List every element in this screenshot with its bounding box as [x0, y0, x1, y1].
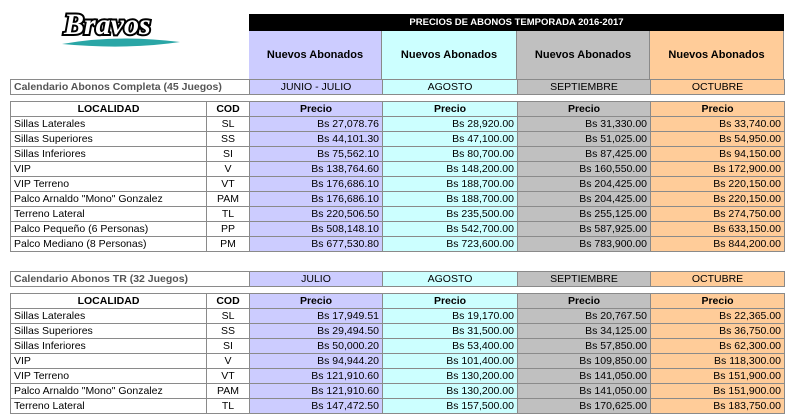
localidad-header: LOCALIDAD — [11, 102, 207, 117]
price-cell: Bs 121,910.60 — [250, 369, 383, 384]
cod-header: COD — [207, 294, 250, 309]
price-cell: Bs 141,050.00 — [518, 369, 651, 384]
table-row — [11, 117, 785, 132]
table-row — [11, 324, 785, 339]
localidad-cell: Sillas Superiores — [11, 324, 207, 339]
cod-cell: PP — [207, 222, 250, 237]
bravos-logo — [56, 4, 186, 52]
header-nuevos-abonados-1: Nuevos Abonados — [249, 31, 382, 79]
localidad-cell: Terreno Lateral — [11, 399, 207, 414]
localidad-cell: Terreno Lateral — [11, 207, 207, 222]
cod-cell: SL — [207, 117, 250, 132]
price-cell: Bs 723,600.00 — [383, 237, 518, 252]
section-1-rows — [11, 117, 785, 252]
price-cell: Bs 118,300.00 — [651, 354, 785, 369]
localidad-cell: Sillas Laterales — [11, 309, 207, 324]
month-cell: OCTUBRE — [651, 80, 785, 95]
price-cell: Bs 31,330.00 — [518, 117, 651, 132]
month-cell: SEPTIEMBRE — [518, 272, 651, 287]
price-cell: Bs 62,300.00 — [651, 339, 785, 354]
price-cell: Bs 172,900.00 — [651, 162, 785, 177]
cod-cell: SI — [207, 147, 250, 162]
localidad-cell: VIP Terreno — [11, 369, 207, 384]
localidad-cell: Palco Arnaldo "Mono" Gonzalez — [11, 192, 207, 207]
price-cell: Bs 677,530.80 — [250, 237, 383, 252]
localidad-cell: Sillas Superiores — [11, 132, 207, 147]
column-header-row — [11, 102, 785, 117]
table-row — [11, 339, 785, 354]
price-cell: Bs 176,686.10 — [250, 192, 383, 207]
localidad-cell: Sillas Inferiores — [11, 147, 207, 162]
price-cell: Bs 587,925.00 — [518, 222, 651, 237]
table-row — [11, 177, 785, 192]
price-cell: Bs 101,400.00 — [383, 354, 518, 369]
price-cell: Bs 176,686.10 — [250, 177, 383, 192]
price-cell: Bs 17,949.51 — [250, 309, 383, 324]
price-cell: Bs 44,101.30 — [250, 132, 383, 147]
table-row — [11, 192, 785, 207]
cod-header: COD — [207, 102, 250, 117]
price-cell: Bs 50,000.20 — [250, 339, 383, 354]
month-cell: JUNIO - JULIO — [250, 80, 383, 95]
price-cell: Bs 151,900.00 — [651, 369, 785, 384]
cod-cell: TL — [207, 399, 250, 414]
cod-cell: V — [207, 162, 250, 177]
price-cell: Bs 121,910.60 — [250, 384, 383, 399]
price-cell: Bs 157,500.00 — [383, 399, 518, 414]
month-cell: AGOSTO — [383, 272, 518, 287]
price-cell: Bs 204,425.00 — [518, 192, 651, 207]
section-2-table — [10, 271, 785, 414]
table-row — [11, 162, 785, 177]
table-row — [11, 354, 785, 369]
table-row — [11, 132, 785, 147]
table-row — [11, 309, 785, 324]
precio-header: Precio — [383, 102, 518, 117]
price-cell: Bs 57,850.00 — [518, 339, 651, 354]
price-cell: Bs 220,150.00 — [651, 177, 785, 192]
price-cell: Bs 542,700.00 — [383, 222, 518, 237]
price-cell: Bs 783,900.00 — [518, 237, 651, 252]
price-cell: Bs 188,700.00 — [383, 177, 518, 192]
localidad-cell: Palco Pequeño (6 Personas) — [11, 222, 207, 237]
price-cell: Bs 633,150.00 — [651, 222, 785, 237]
price-cell: Bs 31,500.00 — [383, 324, 518, 339]
localidad-cell: Sillas Inferiores — [11, 339, 207, 354]
price-cell: Bs 22,365.00 — [651, 309, 785, 324]
cod-cell: TL — [207, 207, 250, 222]
cod-cell: PAM — [207, 192, 250, 207]
month-cell: OCTUBRE — [651, 272, 785, 287]
price-cell: Bs 235,500.00 — [383, 207, 518, 222]
localidad-header: LOCALIDAD — [11, 294, 207, 309]
price-cell: Bs 508,148.10 — [250, 222, 383, 237]
price-cell: Bs 138,764.60 — [250, 162, 383, 177]
precio-header: Precio — [383, 294, 518, 309]
table-row — [11, 369, 785, 384]
price-cell: Bs 36,750.00 — [651, 324, 785, 339]
price-cell: Bs 204,425.00 — [518, 177, 651, 192]
month-cell: JULIO — [250, 272, 383, 287]
precio-header: Precio — [250, 102, 383, 117]
price-cell: Bs 75,562.10 — [250, 147, 383, 162]
price-cell: Bs 27,078.76 — [250, 117, 383, 132]
localidad-cell: VIP — [11, 162, 207, 177]
price-cell: Bs 54,950.00 — [651, 132, 785, 147]
price-cell: Bs 80,700.00 — [383, 147, 518, 162]
price-cell: Bs 170,625.00 — [518, 399, 651, 414]
cod-cell: SS — [207, 132, 250, 147]
table-row — [11, 399, 785, 414]
month-cell: AGOSTO — [383, 80, 518, 95]
price-cell: Bs 141,050.00 — [518, 384, 651, 399]
section-title-row — [11, 80, 785, 95]
section-title: Calendario Abonos Completa (45 Juegos) — [11, 80, 250, 95]
price-cell: Bs 160,550.00 — [518, 162, 651, 177]
price-cell: Bs 130,200.00 — [383, 384, 518, 399]
month-cell: SEPTIEMBRE — [518, 80, 651, 95]
section-1-table — [10, 79, 785, 252]
cod-cell: PM — [207, 237, 250, 252]
price-cell: Bs 109,850.00 — [518, 354, 651, 369]
price-cell: Bs 47,100.00 — [383, 132, 518, 147]
cod-cell: VT — [207, 369, 250, 384]
price-cell: Bs 28,920.00 — [383, 117, 518, 132]
precio-header: Precio — [518, 102, 651, 117]
price-cell: Bs 20,767.50 — [518, 309, 651, 324]
precio-header: Precio — [651, 102, 785, 117]
header-nuevos-abonados-2: Nuevos Abonados — [382, 31, 517, 79]
price-cell: Bs 34,125.00 — [518, 324, 651, 339]
section-title-row — [11, 272, 785, 287]
section-2-rows — [11, 309, 785, 414]
price-cell: Bs 87,425.00 — [518, 147, 651, 162]
localidad-cell: Sillas Laterales — [11, 117, 207, 132]
price-cell: Bs 130,200.00 — [383, 369, 518, 384]
table-row — [11, 384, 785, 399]
table-row — [11, 207, 785, 222]
cod-cell: PAM — [207, 384, 250, 399]
cod-cell: V — [207, 354, 250, 369]
price-cell: Bs 255,125.00 — [518, 207, 651, 222]
price-cell: Bs 220,150.00 — [651, 192, 785, 207]
price-cell: Bs 220,506.50 — [250, 207, 383, 222]
price-cell: Bs 148,200.00 — [383, 162, 518, 177]
cod-cell: SI — [207, 339, 250, 354]
price-cell: Bs 151,900.00 — [651, 384, 785, 399]
price-cell: Bs 53,400.00 — [383, 339, 518, 354]
header-nuevos-abonados-4: Nuevos Abonados — [650, 31, 784, 79]
cod-cell: VT — [207, 177, 250, 192]
cod-cell: SL — [207, 309, 250, 324]
price-cell: Bs 844,200.00 — [651, 237, 785, 252]
spacer — [11, 287, 785, 294]
table-row — [11, 237, 785, 252]
localidad-cell: VIP Terreno — [11, 177, 207, 192]
table-row — [11, 147, 785, 162]
price-cell: Bs 94,150.00 — [651, 147, 785, 162]
precio-header: Precio — [250, 294, 383, 309]
localidad-cell: VIP — [11, 354, 207, 369]
price-cell: Bs 51,025.00 — [518, 132, 651, 147]
cod-cell: SS — [207, 324, 250, 339]
price-cell: Bs 183,750.00 — [651, 399, 785, 414]
logo-text: Bravos — [64, 8, 151, 41]
table-row — [11, 222, 785, 237]
spacer — [11, 95, 785, 102]
localidad-cell: Palco Mediano (8 Personas) — [11, 237, 207, 252]
header-nuevos-abonados-3: Nuevos Abonados — [517, 31, 650, 79]
column-header-row — [11, 294, 785, 309]
price-cell: Bs 33,740.00 — [651, 117, 785, 132]
price-cell: Bs 274,750.00 — [651, 207, 785, 222]
precio-header: Precio — [651, 294, 785, 309]
localidad-cell: Palco Arnaldo "Mono" Gonzalez — [11, 384, 207, 399]
banner-title: PRECIOS DE ABONOS TEMPORADA 2016-2017 — [249, 14, 784, 31]
price-cell: Bs 147,472.50 — [250, 399, 383, 414]
section-title: Calendario Abonos TR (32 Juegos) — [11, 272, 250, 287]
precio-header: Precio — [518, 294, 651, 309]
price-cell: Bs 188,700.00 — [383, 192, 518, 207]
price-cell: Bs 94,944.20 — [250, 354, 383, 369]
price-cell: Bs 29,494.50 — [250, 324, 383, 339]
price-cell: Bs 19,170.00 — [383, 309, 518, 324]
